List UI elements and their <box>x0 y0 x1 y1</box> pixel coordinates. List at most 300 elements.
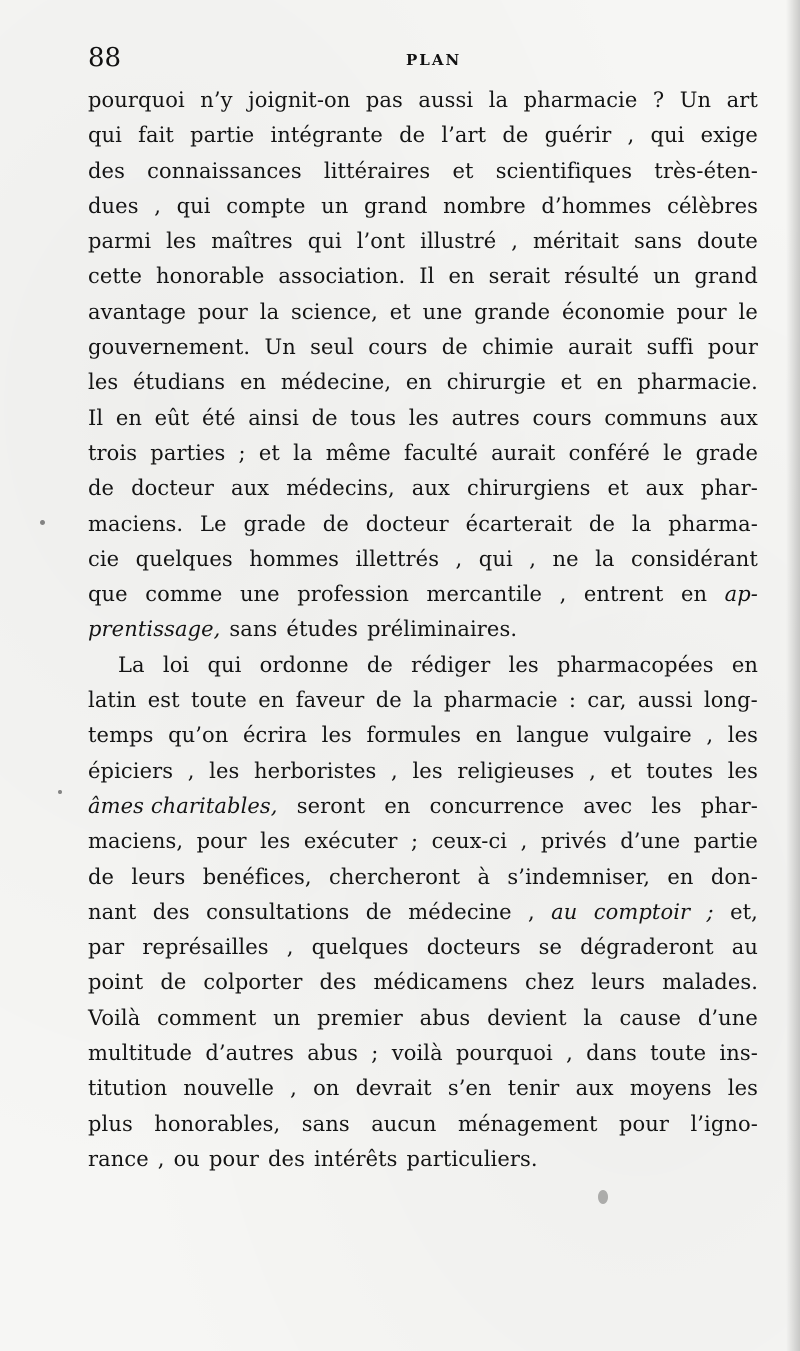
text-word: intérêts <box>313 1146 398 1171</box>
text-word: de <box>311 405 338 430</box>
text-word: épiciers <box>88 758 174 783</box>
text-word: littéraires <box>323 158 431 183</box>
text-word: aux <box>231 476 270 501</box>
text-word: , <box>520 829 528 854</box>
text-word: des <box>319 970 357 995</box>
text-word: au <box>731 935 758 960</box>
text-word: en <box>115 405 142 430</box>
text-word: docteur <box>365 511 449 536</box>
text-word: d’hommes <box>541 193 652 218</box>
text-word: en <box>258 688 285 713</box>
text-word: pour <box>196 829 247 854</box>
text-word: cette <box>88 264 142 289</box>
text-word: qui <box>176 193 211 218</box>
text-word: docteur <box>131 476 215 501</box>
text-word: qui <box>88 123 122 148</box>
text-word: comment <box>157 1005 257 1030</box>
text-word: rance <box>88 1146 149 1171</box>
text-word: autres <box>451 405 520 430</box>
text-word: , <box>529 546 536 571</box>
text-word: seul <box>310 335 354 360</box>
text-word: trois <box>88 440 138 465</box>
text-word: serait <box>488 264 551 289</box>
text-word: tenir <box>507 1076 560 1101</box>
text-line <box>88 895 758 930</box>
text-word: n’y <box>200 88 233 112</box>
text-word: , <box>157 1146 165 1171</box>
text-word: les <box>412 758 443 783</box>
text-word: don- <box>710 864 758 889</box>
text-word: de <box>366 652 393 677</box>
text-word: pas <box>365 88 403 112</box>
text-line <box>88 295 758 330</box>
text-word: et <box>389 299 411 324</box>
text-word: parties <box>150 440 226 465</box>
text-word: prentissage, <box>88 617 221 642</box>
text-word: de <box>441 335 468 360</box>
text-word: d’une <box>620 829 681 854</box>
text-word: avantage <box>88 299 187 324</box>
text-word: point <box>88 970 144 995</box>
text-word: faculté <box>404 440 478 465</box>
text-word: avec <box>583 793 633 818</box>
text-word: un <box>653 264 681 289</box>
text-word: profession <box>297 582 410 607</box>
text-word: particuliers. <box>406 1146 538 1171</box>
text-word: de <box>502 123 529 148</box>
text-word: aucun <box>371 1111 437 1136</box>
text-word: chercheront <box>328 864 461 889</box>
text-line <box>88 1071 758 1106</box>
text-word: entrent <box>583 582 664 607</box>
text-word: pharmacopées <box>556 652 714 677</box>
text-line <box>88 1107 758 1142</box>
body-text <box>88 83 758 1177</box>
text-word: titution <box>88 1076 168 1101</box>
text-word: nouvelle <box>183 1076 275 1101</box>
text-word: , <box>627 123 635 148</box>
text-word: les <box>88 370 119 395</box>
page-number: 88 <box>88 43 122 73</box>
text-word: devient <box>487 1005 567 1030</box>
text-word: , <box>589 758 596 783</box>
text-line <box>88 259 758 294</box>
text-word: la <box>259 299 280 324</box>
text-word: Voilà <box>88 1005 141 1030</box>
text-word: exécuter <box>303 829 398 854</box>
text-word: connaissances <box>147 158 302 183</box>
text-word: en <box>384 793 411 818</box>
text-word: par <box>88 935 125 960</box>
text-word: en <box>667 864 694 889</box>
text-word: de <box>160 970 187 995</box>
text-word: Le <box>200 511 227 536</box>
text-word: doute <box>696 229 758 254</box>
text-word: les <box>321 723 352 748</box>
text-word: , <box>187 758 195 783</box>
text-word: art <box>726 88 758 112</box>
text-word: l’art <box>441 123 487 148</box>
text-line <box>88 330 758 365</box>
text-word: parmi <box>88 229 152 254</box>
text-word: on <box>313 1076 340 1101</box>
text-word: leurs <box>591 970 646 995</box>
text-word: médicamens <box>373 970 508 995</box>
text-word: mercantile <box>426 582 543 607</box>
text-word: latin <box>88 688 137 713</box>
text-word: grand <box>364 193 428 218</box>
text-word: herboristes <box>254 758 377 783</box>
text-word: aurait <box>491 440 556 465</box>
text-line <box>88 1001 758 1036</box>
text-word: en <box>239 370 267 395</box>
text-word: médecine <box>408 899 512 924</box>
text-line <box>88 471 758 506</box>
text-word: pour <box>208 1146 259 1171</box>
text-line <box>88 401 758 436</box>
text-word: partie <box>693 829 758 854</box>
text-word: méritait <box>533 229 620 254</box>
text-line <box>88 154 758 189</box>
text-word: grande <box>474 299 551 324</box>
text-word: en <box>596 370 623 395</box>
text-word: s’indemniser, <box>507 864 651 889</box>
text-line <box>88 612 758 647</box>
text-word: étudians <box>133 370 226 395</box>
text-word: plus <box>88 1111 133 1136</box>
text-word: de <box>375 688 402 713</box>
text-word: malades. <box>662 970 758 995</box>
text-word: qui <box>650 123 685 148</box>
text-word: pourquoi <box>88 88 185 112</box>
text-word: pour <box>618 1111 670 1136</box>
text-word: ordonne <box>259 652 349 677</box>
text-word: représailles <box>142 935 269 960</box>
text-line <box>88 718 758 753</box>
text-word: des <box>88 158 125 183</box>
text-word: résulté <box>564 264 640 289</box>
text-line <box>88 683 758 718</box>
text-word: aurait <box>567 335 633 360</box>
text-word: multitude <box>88 1041 193 1066</box>
text-word: dues <box>88 193 139 218</box>
text-word: au <box>551 899 578 924</box>
text-word: les <box>209 758 240 783</box>
page-edge-shadow <box>786 0 800 1351</box>
text-word: ; <box>706 899 714 924</box>
text-word: honorables, <box>154 1111 281 1136</box>
text-word: d’une <box>697 1005 758 1030</box>
text-word: les <box>508 652 539 677</box>
text-word: scientifiques <box>495 158 633 183</box>
text-word: et, <box>730 899 758 924</box>
text-word: honorable <box>155 264 265 289</box>
text-word: des <box>152 899 190 924</box>
text-line <box>88 224 758 259</box>
text-word: une <box>239 582 280 607</box>
text-word: comptoir <box>593 899 691 924</box>
text-word: faveur <box>295 688 365 713</box>
text-word: chirurgiens <box>466 476 591 501</box>
text-word: tous <box>350 405 397 430</box>
text-word: économie <box>561 299 665 324</box>
text-word: nant <box>88 899 137 924</box>
text-word: , <box>391 758 398 783</box>
text-word: toute <box>650 1041 707 1066</box>
text-word: benéfices, <box>202 864 312 889</box>
text-word: La <box>118 652 145 677</box>
text-word: , <box>706 723 714 748</box>
text-line <box>88 542 758 577</box>
text-word: aux <box>411 476 450 501</box>
text-word: gouvernement. <box>88 335 251 360</box>
text-word: et <box>258 440 280 465</box>
text-word: grade <box>695 440 758 465</box>
text-word: formules <box>366 723 462 748</box>
text-word: grand <box>694 264 758 289</box>
text-word: Il <box>88 405 104 430</box>
text-word: ? <box>652 88 665 112</box>
text-word: de <box>365 899 392 924</box>
text-word: vulgaire <box>603 723 692 748</box>
text-word: illustré <box>420 229 497 254</box>
text-word: une <box>422 299 463 324</box>
text-word: qu’on <box>168 723 229 748</box>
text-word: guérir <box>544 123 612 148</box>
text-word: en <box>448 264 475 289</box>
ink-speck <box>598 1190 608 1204</box>
text-word: la <box>293 440 313 465</box>
text-line <box>88 365 758 400</box>
text-word: Un <box>679 88 712 112</box>
text-word: et <box>560 370 582 395</box>
text-word: est <box>147 688 180 713</box>
text-word: de <box>588 511 615 536</box>
text-word: , <box>559 582 567 607</box>
text-word: préliminaires. <box>367 617 518 642</box>
text-word: , <box>154 193 161 218</box>
text-word: pour <box>707 335 758 360</box>
text-word: , <box>528 899 535 924</box>
text-word: , <box>286 935 294 960</box>
text-word: la <box>488 88 509 112</box>
text-word: compte <box>226 193 306 218</box>
text-word: la <box>631 511 652 536</box>
text-word: très-éten- <box>654 158 758 183</box>
text-word: et <box>452 158 474 183</box>
text-word: toute <box>190 688 247 713</box>
text-word: privés <box>540 829 607 854</box>
text-word: religieuses <box>457 758 575 783</box>
running-title: PLAN <box>406 51 462 69</box>
text-word: , <box>566 1041 573 1066</box>
text-word: loi <box>162 652 190 677</box>
text-word: maîtres <box>211 229 293 254</box>
text-word: cours <box>368 335 428 360</box>
text-word: abus <box>307 1041 358 1066</box>
text-word: rédiger <box>411 652 491 677</box>
text-word: se <box>538 935 563 960</box>
text-word: devrait <box>355 1076 432 1101</box>
text-word: grade <box>243 511 306 536</box>
text-word: ; <box>411 829 419 854</box>
text-line <box>88 965 758 1000</box>
text-line <box>88 83 758 118</box>
text-word: la <box>595 546 615 571</box>
text-word: en <box>731 652 758 677</box>
text-word: docteurs <box>426 935 521 960</box>
text-word: qui <box>478 546 513 571</box>
text-word: aux <box>575 1076 614 1101</box>
text-word: , <box>455 546 463 571</box>
text-word: un <box>273 1005 301 1030</box>
text-word: études <box>286 617 359 642</box>
text-word: communs <box>604 405 708 430</box>
text-word: partie <box>190 123 255 148</box>
text-line <box>88 930 758 965</box>
text-word: long- <box>703 688 758 713</box>
text-word: car, <box>587 688 627 713</box>
text-word: qui <box>207 652 242 677</box>
text-word: les <box>727 758 758 783</box>
text-word: temps <box>88 723 154 748</box>
text-word: de <box>88 476 115 501</box>
text-word: maciens. <box>88 511 184 536</box>
text-word: ap- <box>724 582 758 607</box>
text-word: qui <box>307 229 342 254</box>
text-word: illettrés <box>355 546 440 571</box>
text-word: hommes <box>249 546 340 571</box>
text-line <box>88 1036 758 1071</box>
text-line <box>88 860 758 895</box>
text-word: conféré <box>568 440 650 465</box>
text-word: science, <box>291 299 378 324</box>
text-word: exige <box>700 123 758 148</box>
text-word: suffi <box>646 335 694 360</box>
text-word: colporter <box>203 970 303 995</box>
ink-speck <box>58 790 62 794</box>
text-word: aussi <box>637 688 693 713</box>
text-word: , <box>290 1076 297 1101</box>
text-word: pour <box>676 299 727 324</box>
text-word: aux <box>645 476 684 501</box>
text-word: abus <box>419 1005 471 1030</box>
text-word: la <box>583 1005 603 1030</box>
text-word: chez <box>524 970 575 995</box>
text-word: les <box>408 405 439 430</box>
text-word: pour <box>197 299 248 324</box>
text-word: les <box>651 793 682 818</box>
text-word: nombre <box>443 193 526 218</box>
text-word: été <box>201 405 236 430</box>
text-word: premier <box>317 1005 403 1030</box>
text-word: même <box>325 440 391 465</box>
text-word: les <box>727 1076 758 1101</box>
text-word: moyens <box>629 1076 712 1101</box>
text-word: chirurgie <box>446 370 546 395</box>
text-word: pharmacie <box>523 88 638 112</box>
text-line <box>88 789 758 824</box>
text-line <box>88 648 758 683</box>
text-word: pharmacie <box>443 688 558 713</box>
text-line <box>88 118 758 153</box>
text-line <box>88 577 758 612</box>
text-word: en <box>475 723 502 748</box>
text-word: ; <box>238 440 246 465</box>
text-word: et <box>610 758 632 783</box>
text-word: fait <box>138 123 174 148</box>
text-word: sans <box>633 229 682 254</box>
text-word: voilà <box>391 1041 443 1066</box>
text-word: phar- <box>700 476 758 501</box>
text-word: ainsi <box>248 405 299 430</box>
text-word: , <box>511 229 519 254</box>
text-word: joignit-on <box>248 88 351 112</box>
text-word: médecins, <box>286 476 395 501</box>
text-word: des <box>268 1146 305 1171</box>
text-word: quelques <box>135 546 233 571</box>
text-word: aux <box>719 405 758 430</box>
text-word: de <box>399 123 426 148</box>
text-word: en <box>405 370 433 395</box>
text-word: un <box>321 193 349 218</box>
text-word: maciens, <box>88 829 184 854</box>
text-word: : <box>568 688 577 713</box>
text-line <box>88 507 758 542</box>
text-word: et <box>607 476 629 501</box>
text-word: à <box>477 864 491 889</box>
text-word: que <box>88 582 128 607</box>
text-word: écrira <box>242 723 308 748</box>
text-line <box>88 754 758 789</box>
text-word: la <box>413 688 433 713</box>
text-word: eût <box>154 405 190 430</box>
text-word: phar- <box>700 793 758 818</box>
text-word: en <box>680 582 708 607</box>
text-word: âmes charitables, <box>88 793 278 818</box>
text-word: cause <box>619 1005 682 1030</box>
ink-speck <box>40 520 45 525</box>
text-word: l’igno- <box>690 1111 758 1136</box>
text-word: seront <box>296 793 366 818</box>
text-word: les <box>727 723 758 748</box>
text-word: célèbres <box>667 193 758 218</box>
text-word: pourquoi <box>456 1041 553 1066</box>
text-word: de <box>322 511 349 536</box>
text-word: cie <box>88 546 120 571</box>
text-word: dans <box>586 1041 637 1066</box>
text-word: toutes <box>646 758 714 783</box>
text-line <box>88 824 758 859</box>
text-line <box>88 1142 758 1177</box>
text-line <box>88 189 758 224</box>
text-word: de <box>88 864 115 889</box>
text-word: le <box>663 440 683 465</box>
text-word: ménagement <box>457 1111 598 1136</box>
text-word: dégraderont <box>580 935 714 960</box>
text-word: aussi <box>418 88 474 112</box>
text-word: considérant <box>630 546 758 571</box>
text-word: quelques <box>311 935 409 960</box>
text-word: concurrence <box>429 793 565 818</box>
text-word: ceux-ci <box>431 829 508 854</box>
text-word: pharmacie. <box>637 370 758 395</box>
text-word: l’ont <box>356 229 406 254</box>
text-word: écarterait <box>465 511 572 536</box>
text-word: sans <box>229 617 278 642</box>
text-word: chimie <box>482 335 554 360</box>
text-word: comme <box>145 582 223 607</box>
